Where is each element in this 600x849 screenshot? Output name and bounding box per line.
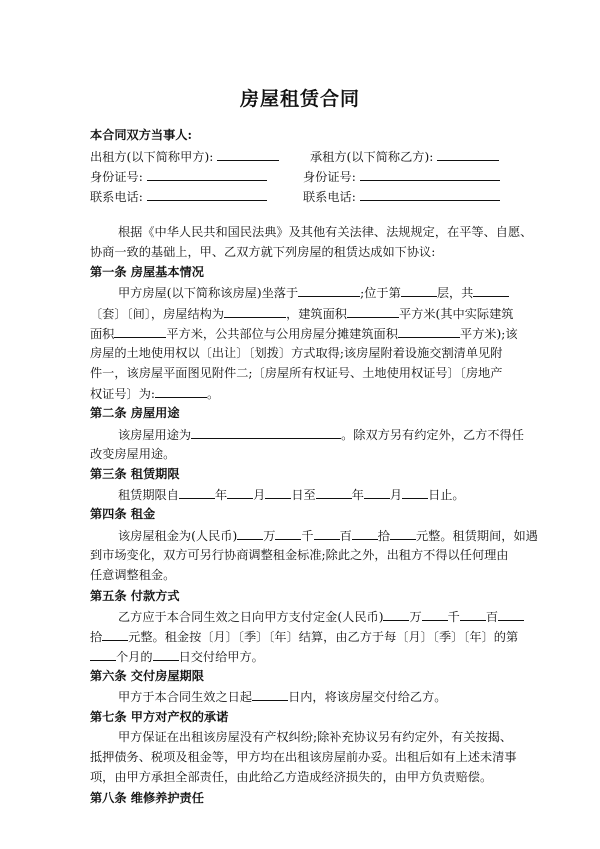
a3-month-2: 月 bbox=[389, 488, 403, 502]
blank bbox=[347, 307, 399, 318]
a1-l3c: 平方米);该 bbox=[459, 327, 518, 341]
a1-line-5: 件一，该房屋平面图见附件二;〔房屋所有权证号、土地使用权证号〕〔房地产 bbox=[90, 366, 503, 380]
article-6-title: 第六条 交付房屋期限 bbox=[90, 669, 204, 683]
lessee-blank bbox=[437, 150, 499, 161]
a5-l2a: 拾 bbox=[90, 630, 103, 644]
a3-month: 月 bbox=[253, 488, 266, 502]
a1-l3a: 面积 bbox=[90, 327, 115, 341]
a1-l1a: 甲方房屋(以下简称该房屋)坐落于 bbox=[118, 286, 299, 300]
blank bbox=[383, 610, 409, 621]
blank bbox=[401, 286, 437, 297]
a7-line-2: 抵押债务、税项及租金等，甲方均在出租该房屋前办妥。出租后如有上述未清事 bbox=[90, 750, 517, 764]
a1-l6a: 权证号〕为: bbox=[90, 387, 156, 401]
blank bbox=[298, 286, 360, 297]
a4-l1a: 该房屋租金为(人民币) bbox=[118, 529, 238, 543]
a5-l3: 个月的 bbox=[116, 650, 153, 664]
page-title: 房屋租赁合同 bbox=[239, 88, 360, 110]
a4-line-2: 到市场变化，双方可另行协商调整租金标准;除此之外，出租方不得以任何理由 bbox=[90, 548, 509, 562]
a4-l1b: 元整。租赁期间，如遇 bbox=[415, 529, 538, 543]
article-7-title: 第七条 甲方对产权的承诺 bbox=[90, 710, 229, 724]
a4-line-1 bbox=[118, 529, 538, 542]
intro-line-1: 根据《中华人民共和国民法典》及其他有关法律、法规规定，在平等、自愿、 bbox=[118, 225, 533, 239]
blank bbox=[390, 529, 416, 540]
a5-l2b: 元整。租金按〔月〕〔季〕〔年〕结算，由乙方于每〔月〕〔季〕〔年〕的第 bbox=[128, 630, 519, 644]
a1-l3b: 平方米，公共部位与公用房屋分摊建筑面积 bbox=[166, 327, 398, 341]
lessor-id-line bbox=[90, 170, 267, 183]
a6-l1b: 日内，将该房屋交付给乙方。 bbox=[288, 690, 447, 704]
article-1-title: 第一条 房屋基本情况 bbox=[90, 265, 204, 279]
article-2-title: 第二条 房屋用途 bbox=[90, 406, 180, 420]
blank bbox=[498, 610, 524, 621]
blank bbox=[422, 610, 448, 621]
blank bbox=[179, 488, 215, 499]
lessee-label: 承租方(以下简称乙方): bbox=[310, 150, 434, 164]
a1-l6b: 。 bbox=[207, 387, 220, 401]
a4-line-3: 任意调整租金。 bbox=[90, 568, 176, 582]
a7-line-3: 项，由甲方承担全部责任，由此给乙方造成经济损失的，由甲方负责赔偿。 bbox=[90, 770, 493, 784]
a3-year-2: 年 bbox=[351, 488, 364, 502]
article-3-title: 第三条 租赁期限 bbox=[90, 467, 180, 481]
blank bbox=[227, 488, 253, 499]
lessor-id-blank bbox=[147, 170, 267, 181]
a4-bai: 百 bbox=[339, 529, 352, 543]
a4-qian: 千 bbox=[301, 529, 314, 543]
a5-qian: 千 bbox=[447, 610, 460, 624]
lessor-phone-line bbox=[90, 190, 267, 203]
a3-l1a: 租赁期限自 bbox=[118, 488, 179, 502]
a1-line-1 bbox=[118, 286, 509, 299]
lessee-phone-label: 联系电话: bbox=[303, 190, 356, 204]
lessee-line bbox=[310, 150, 499, 163]
lessee-phone-line bbox=[303, 190, 500, 203]
blank bbox=[402, 488, 428, 499]
a3-end: 日止。 bbox=[428, 488, 465, 502]
blank bbox=[224, 307, 286, 318]
a3-day-to: 日至 bbox=[291, 488, 316, 502]
blank bbox=[90, 650, 116, 661]
blank bbox=[473, 286, 509, 297]
a6-l1a: 甲方于本合同生效之日起 bbox=[118, 690, 253, 704]
a1-line-4: 房屋的土地使用权以〔出让〕〔划拨〕方式取得;该房屋附着设施交割清单见附 bbox=[90, 346, 503, 360]
a2-line-2: 改变房屋用途。 bbox=[90, 447, 176, 461]
a1-l2b: ，建筑面积 bbox=[286, 307, 347, 321]
blank bbox=[314, 529, 340, 540]
a6-line-1 bbox=[118, 690, 447, 703]
a7-line-1: 甲方保证在出租该房屋没有产权纠纷;除补充协议另有约定外，有关按揭、 bbox=[118, 730, 513, 744]
a5-line-2 bbox=[90, 630, 518, 643]
a1-line-6 bbox=[90, 387, 219, 400]
blank bbox=[153, 650, 179, 661]
lessor-label: 出租方(以下简称甲方): bbox=[90, 150, 214, 164]
a5-l3b: 日交付给甲方。 bbox=[178, 650, 264, 664]
a2-l1a: 该房屋用途为 bbox=[118, 428, 192, 442]
lessor-phone-label: 联系电话: bbox=[90, 190, 143, 204]
a5-line-3 bbox=[90, 650, 264, 663]
blank bbox=[155, 387, 207, 398]
parties-heading: 本合同双方当事人: bbox=[90, 128, 192, 142]
a3-line-1 bbox=[118, 488, 465, 501]
lessee-id-label: 身份证号: bbox=[303, 170, 356, 184]
a5-wan: 万 bbox=[409, 610, 422, 624]
lessee-id-line bbox=[303, 170, 500, 183]
a1-l1b: ;位于第 bbox=[360, 286, 401, 300]
lessor-line bbox=[90, 150, 279, 163]
a1-l1c: 层，共 bbox=[436, 286, 474, 300]
blank bbox=[460, 610, 486, 621]
blank bbox=[398, 327, 460, 338]
a4-shi: 拾 bbox=[377, 529, 390, 543]
a4-wan: 万 bbox=[263, 529, 276, 543]
blank bbox=[265, 488, 291, 499]
a3-year: 年 bbox=[214, 488, 228, 502]
article-4-title: 第四条 租金 bbox=[90, 507, 156, 521]
a5-l1a: 乙方应于本合同生效之日向甲方支付定金(人民币) bbox=[118, 610, 384, 624]
blank bbox=[275, 529, 301, 540]
blank bbox=[364, 488, 390, 499]
lessee-id-blank bbox=[360, 170, 500, 181]
blank bbox=[191, 428, 341, 439]
blank bbox=[316, 488, 352, 499]
blank bbox=[102, 630, 128, 641]
blank bbox=[352, 529, 378, 540]
article-8-title: 第八条 维修养护责任 bbox=[90, 791, 204, 805]
lessee-phone-blank bbox=[360, 190, 500, 201]
lessor-blank bbox=[217, 150, 279, 161]
intro-line-2: 协商一致的基础上，甲、乙双方就下列房屋的租赁达成如下协议: bbox=[90, 245, 436, 259]
article-5-title: 第五条 付款方式 bbox=[90, 589, 180, 603]
a5-bai: 百 bbox=[485, 610, 499, 624]
blank bbox=[114, 327, 166, 338]
a1-line-3 bbox=[90, 327, 518, 340]
a5-line-1 bbox=[118, 610, 524, 623]
blank bbox=[237, 529, 263, 540]
a1-line-2 bbox=[90, 307, 513, 320]
a1-l2c: 平方米(其中实际建筑 bbox=[399, 307, 514, 321]
lessor-id-label: 身份证号: bbox=[90, 170, 143, 184]
a2-line-1 bbox=[118, 428, 524, 441]
a1-l2a: 〔套〕〔间〕，房屋结构为 bbox=[90, 307, 225, 321]
lessor-phone-blank bbox=[147, 190, 267, 201]
blank bbox=[252, 690, 288, 701]
a2-l1b: 。除双方另有约定外，乙方不得任 bbox=[341, 428, 524, 442]
